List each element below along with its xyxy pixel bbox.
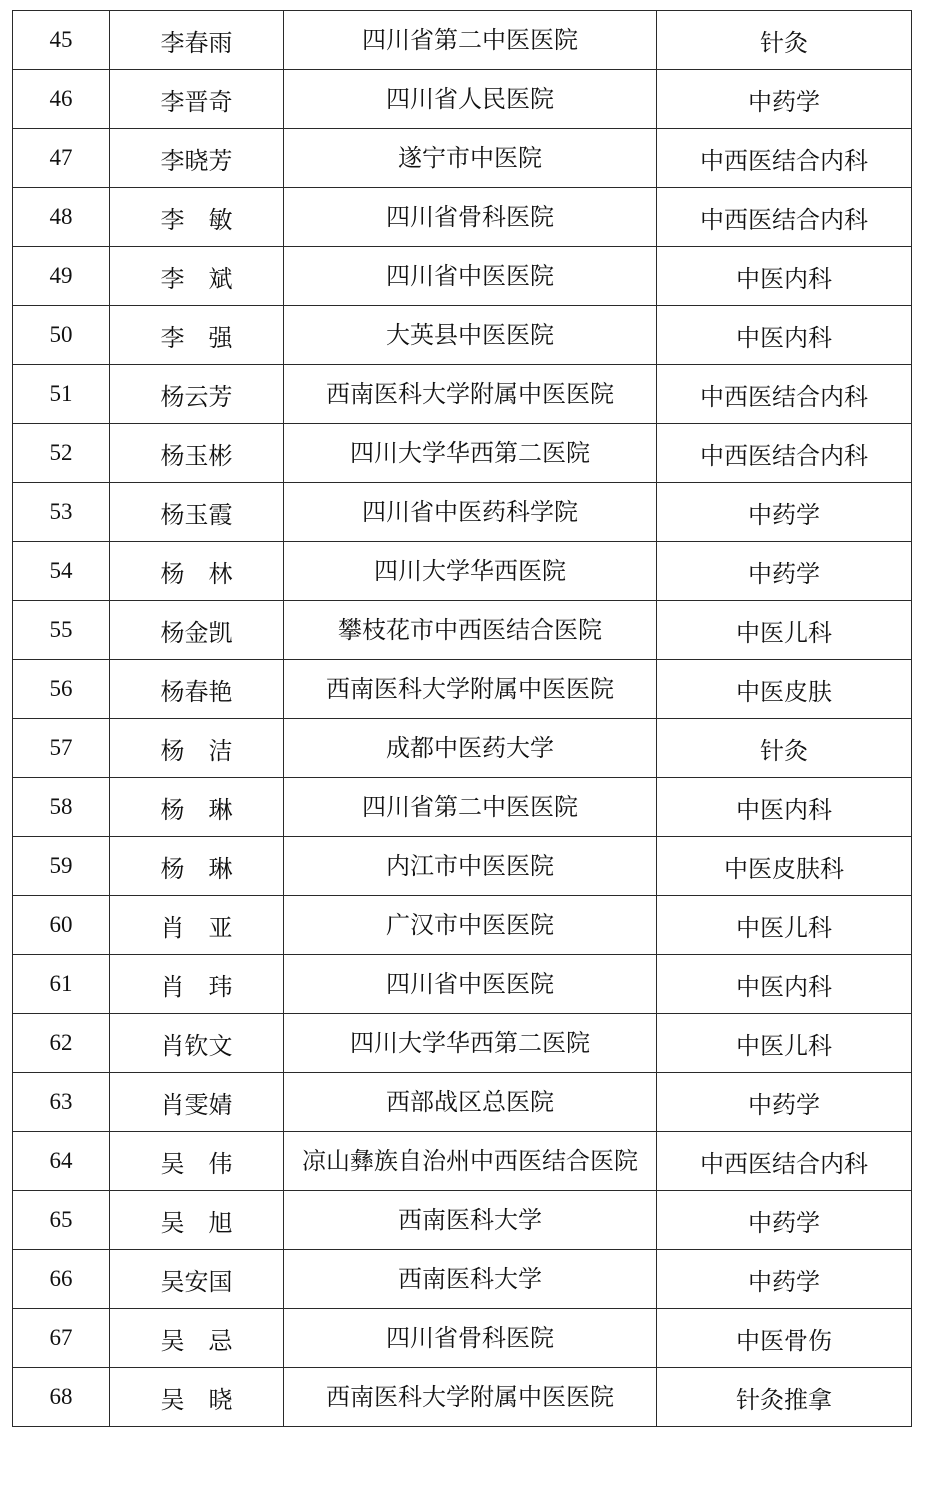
person-name-cell-text: 杨玉彬: [160, 441, 233, 470]
specialty-cell: [657, 1073, 912, 1132]
person-name-cell: [110, 424, 284, 483]
table-row: [13, 660, 912, 719]
row-number-cell-text: 50: [49, 322, 73, 347]
row-number-cell: [13, 955, 110, 1014]
hospital-cell-text: 攀枝花市中西医结合医院: [338, 616, 602, 644]
row-number-cell: [13, 719, 110, 778]
specialty-cell-text: 中西医结合内科: [700, 382, 868, 411]
hospital-cell-text: 西南医科大学附属中医医院: [326, 1383, 614, 1411]
table-row: [13, 365, 912, 424]
person-name-cell-text: 杨春艳: [160, 677, 233, 706]
table-row: [13, 247, 912, 306]
specialty-cell: [657, 129, 912, 188]
specialty-cell-text: 中药学: [748, 500, 820, 529]
person-name-cell-text: 杨金凯: [160, 618, 233, 647]
row-number-cell-text: 64: [49, 1148, 73, 1173]
row-number-cell-text: 67: [49, 1325, 73, 1350]
hospital-cell: [284, 719, 657, 778]
table-row: [13, 1309, 912, 1368]
specialty-cell-text: 中医骨伤: [736, 1326, 832, 1355]
table-row: [13, 1014, 912, 1073]
hospital-cell: [284, 1073, 657, 1132]
row-number-cell-text: 68: [49, 1384, 73, 1409]
person-name-cell: [110, 837, 284, 896]
row-number-cell-text: 62: [49, 1030, 73, 1055]
person-name-cell: [110, 660, 284, 719]
hospital-cell-text: 四川省中医医院: [386, 970, 554, 998]
hospital-cell-text: 西部战区总医院: [386, 1088, 554, 1116]
hospital-cell-text: 西南医科大学附属中医医院: [326, 675, 614, 703]
hospital-cell: [284, 601, 657, 660]
roster-table: [12, 10, 912, 1427]
table-row: [13, 896, 912, 955]
roster-table-body: [13, 11, 912, 1427]
hospital-cell: [284, 1132, 657, 1191]
row-number-cell-text: 60: [49, 912, 73, 937]
person-name-cell-text: 肖 亚: [160, 913, 233, 942]
person-name-cell: [110, 896, 284, 955]
table-row: [13, 1368, 912, 1427]
hospital-cell: [284, 306, 657, 365]
specialty-cell-text: 中医儿科: [736, 1031, 832, 1060]
row-number-cell-text: 51: [49, 381, 73, 406]
hospital-cell-text: 西南医科大学: [398, 1265, 542, 1293]
specialty-cell-text: 中医皮肤: [736, 677, 832, 706]
table-row: [13, 11, 912, 70]
specialty-cell-text: 针灸: [760, 736, 808, 765]
row-number-cell: [13, 365, 110, 424]
hospital-cell-text: 遂宁市中医院: [398, 144, 542, 172]
row-number-cell-text: 58: [49, 794, 73, 819]
person-name-cell: [110, 955, 284, 1014]
person-name-cell: [110, 1132, 284, 1191]
person-name-cell: [110, 542, 284, 601]
specialty-cell: [657, 306, 912, 365]
specialty-cell-text: 中西医结合内科: [700, 1149, 868, 1178]
table-row: [13, 542, 912, 601]
person-name-cell-text: 吴安国: [160, 1267, 233, 1296]
person-name-cell-text: 李 强: [160, 323, 233, 352]
hospital-cell: [284, 955, 657, 1014]
row-number-cell-text: 48: [49, 204, 73, 229]
row-number-cell: [13, 247, 110, 306]
specialty-cell: [657, 1014, 912, 1073]
hospital-cell-text: 广汉市中医医院: [386, 911, 554, 939]
specialty-cell: [657, 660, 912, 719]
table-row: [13, 837, 912, 896]
hospital-cell: [284, 778, 657, 837]
specialty-cell-text: 中医内科: [736, 795, 832, 824]
person-name-cell-text: 杨玉霞: [160, 500, 233, 529]
hospital-cell-text: 内江市中医医院: [386, 852, 554, 880]
table-row: [13, 1073, 912, 1132]
table-row: [13, 70, 912, 129]
hospital-cell-text: 成都中医药大学: [386, 734, 554, 762]
row-number-cell-text: 56: [49, 676, 73, 701]
specialty-cell: [657, 719, 912, 778]
person-name-cell: [110, 306, 284, 365]
person-name-cell: [110, 70, 284, 129]
person-name-cell: [110, 1368, 284, 1427]
person-name-cell: [110, 247, 284, 306]
row-number-cell: [13, 483, 110, 542]
specialty-cell-text: 中西医结合内科: [700, 146, 868, 175]
hospital-cell: [284, 424, 657, 483]
person-name-cell-text: 杨 林: [160, 559, 233, 588]
row-number-cell-text: 55: [49, 617, 73, 642]
hospital-cell-text: 西南医科大学附属中医医院: [326, 380, 614, 408]
row-number-cell-text: 63: [49, 1089, 73, 1114]
row-number-cell: [13, 11, 110, 70]
hospital-cell-text: 四川省第二中医医院: [362, 793, 578, 821]
person-name-cell-text: 吴 忌: [160, 1326, 233, 1355]
table-row: [13, 1132, 912, 1191]
row-number-cell: [13, 778, 110, 837]
hospital-cell-text: 凉山彝族自治州中西医结合医院: [302, 1147, 638, 1175]
specialty-cell-text: 中药学: [748, 1208, 820, 1237]
hospital-cell: [284, 247, 657, 306]
specialty-cell-text: 中医内科: [736, 323, 832, 352]
row-number-cell: [13, 306, 110, 365]
specialty-cell-text: 中西医结合内科: [700, 441, 868, 470]
table-row: [13, 1250, 912, 1309]
hospital-cell: [284, 660, 657, 719]
person-name-cell-text: 吴 伟: [160, 1149, 233, 1178]
person-name-cell-text: 肖 玮: [160, 972, 233, 1001]
table-row: [13, 306, 912, 365]
person-name-cell: [110, 1309, 284, 1368]
specialty-cell-text: 针灸: [760, 28, 808, 57]
hospital-cell-text: 四川大学华西医院: [374, 557, 566, 585]
row-number-cell-text: 47: [49, 145, 73, 170]
specialty-cell-text: 中医儿科: [736, 913, 832, 942]
row-number-cell-text: 61: [49, 971, 73, 996]
row-number-cell-text: 57: [49, 735, 73, 760]
person-name-cell-text: 李晓芳: [160, 146, 233, 175]
hospital-cell: [284, 1309, 657, 1368]
person-name-cell: [110, 778, 284, 837]
hospital-cell-text: 四川省骨科医院: [386, 1324, 554, 1352]
specialty-cell: [657, 70, 912, 129]
row-number-cell: [13, 1368, 110, 1427]
specialty-cell: [657, 247, 912, 306]
row-number-cell: [13, 660, 110, 719]
specialty-cell-text: 中医内科: [736, 264, 832, 293]
hospital-cell: [284, 483, 657, 542]
specialty-cell: [657, 1309, 912, 1368]
row-number-cell: [13, 188, 110, 247]
specialty-cell-text: 中药学: [748, 1267, 820, 1296]
hospital-cell-text: 四川省骨科医院: [386, 203, 554, 231]
table-row: [13, 1191, 912, 1250]
specialty-cell: [657, 778, 912, 837]
specialty-cell-text: 中药学: [748, 87, 820, 116]
hospital-cell-text: 大英县中医医院: [386, 321, 554, 349]
hospital-cell-text: 四川省人民医院: [386, 85, 554, 113]
row-number-cell: [13, 1309, 110, 1368]
row-number-cell-text: 52: [49, 440, 73, 465]
row-number-cell: [13, 129, 110, 188]
person-name-cell-text: 李 敏: [160, 205, 233, 234]
table-row: [13, 601, 912, 660]
person-name-cell-text: 李春雨: [160, 28, 233, 57]
hospital-cell: [284, 188, 657, 247]
hospital-cell: [284, 365, 657, 424]
row-number-cell-text: 45: [49, 27, 73, 52]
hospital-cell: [284, 1191, 657, 1250]
row-number-cell: [13, 896, 110, 955]
hospital-cell: [284, 896, 657, 955]
row-number-cell: [13, 601, 110, 660]
hospital-cell: [284, 837, 657, 896]
person-name-cell-text: 李晋奇: [160, 87, 233, 116]
person-name-cell-text: 杨云芳: [160, 382, 233, 411]
hospital-cell-text: 四川省中医药科学院: [362, 498, 578, 526]
row-number-cell: [13, 1014, 110, 1073]
specialty-cell: [657, 188, 912, 247]
person-name-cell: [110, 1250, 284, 1309]
specialty-cell-text: 中西医结合内科: [700, 205, 868, 234]
specialty-cell-text: 中医儿科: [736, 618, 832, 647]
table-row: [13, 129, 912, 188]
specialty-cell: [657, 1368, 912, 1427]
specialty-cell: [657, 1132, 912, 1191]
person-name-cell: [110, 188, 284, 247]
specialty-cell-text: 针灸推拿: [736, 1385, 832, 1414]
person-name-cell-text: 肖雯婧: [160, 1090, 233, 1119]
row-number-cell-text: 66: [49, 1266, 73, 1291]
specialty-cell: [657, 1191, 912, 1250]
person-name-cell-text: 李 斌: [160, 264, 233, 293]
row-number-cell-text: 53: [49, 499, 73, 524]
specialty-cell-text: 中药学: [748, 1090, 820, 1119]
specialty-cell: [657, 424, 912, 483]
hospital-cell: [284, 129, 657, 188]
hospital-cell: [284, 11, 657, 70]
person-name-cell-text: 杨 洁: [160, 736, 233, 765]
hospital-cell-text: 四川省中医医院: [386, 262, 554, 290]
person-name-cell-text: 肖钦文: [160, 1031, 233, 1060]
specialty-cell-text: 中医皮肤科: [724, 854, 844, 883]
person-name-cell-text: 吴 旭: [160, 1208, 233, 1237]
person-name-cell-text: 吴 晓: [160, 1385, 233, 1414]
hospital-cell-text: 西南医科大学: [398, 1206, 542, 1234]
specialty-cell: [657, 1250, 912, 1309]
person-name-cell: [110, 129, 284, 188]
specialty-cell: [657, 11, 912, 70]
hospital-cell: [284, 1368, 657, 1427]
hospital-cell-text: 四川省第二中医医院: [362, 26, 578, 54]
table-row: [13, 188, 912, 247]
person-name-cell: [110, 601, 284, 660]
roster-table-container: [12, 10, 911, 1427]
table-row: [13, 955, 912, 1014]
row-number-cell-text: 54: [49, 558, 73, 583]
person-name-cell: [110, 719, 284, 778]
person-name-cell: [110, 1073, 284, 1132]
hospital-cell: [284, 1014, 657, 1073]
hospital-cell: [284, 70, 657, 129]
person-name-cell: [110, 483, 284, 542]
row-number-cell-text: 59: [49, 853, 73, 878]
table-row: [13, 424, 912, 483]
specialty-cell-text: 中药学: [748, 559, 820, 588]
row-number-cell-text: 65: [49, 1207, 73, 1232]
person-name-cell: [110, 365, 284, 424]
table-row: [13, 778, 912, 837]
hospital-cell: [284, 1250, 657, 1309]
hospital-cell-text: 四川大学华西第二医院: [350, 439, 590, 467]
row-number-cell: [13, 837, 110, 896]
specialty-cell: [657, 837, 912, 896]
row-number-cell-text: 49: [49, 263, 73, 288]
row-number-cell: [13, 542, 110, 601]
row-number-cell: [13, 1073, 110, 1132]
specialty-cell: [657, 955, 912, 1014]
hospital-cell: [284, 542, 657, 601]
row-number-cell: [13, 1250, 110, 1309]
person-name-cell: [110, 1191, 284, 1250]
specialty-cell-text: 中医内科: [736, 972, 832, 1001]
person-name-cell: [110, 11, 284, 70]
row-number-cell: [13, 1132, 110, 1191]
specialty-cell: [657, 365, 912, 424]
specialty-cell: [657, 542, 912, 601]
table-row: [13, 483, 912, 542]
specialty-cell: [657, 483, 912, 542]
hospital-cell-text: 四川大学华西第二医院: [350, 1029, 590, 1057]
table-row: [13, 719, 912, 778]
person-name-cell-text: 杨 琳: [160, 854, 233, 883]
row-number-cell: [13, 70, 110, 129]
row-number-cell: [13, 1191, 110, 1250]
row-number-cell: [13, 424, 110, 483]
person-name-cell: [110, 1014, 284, 1073]
specialty-cell: [657, 896, 912, 955]
row-number-cell-text: 46: [49, 86, 73, 111]
specialty-cell: [657, 601, 912, 660]
person-name-cell-text: 杨 琳: [160, 795, 233, 824]
